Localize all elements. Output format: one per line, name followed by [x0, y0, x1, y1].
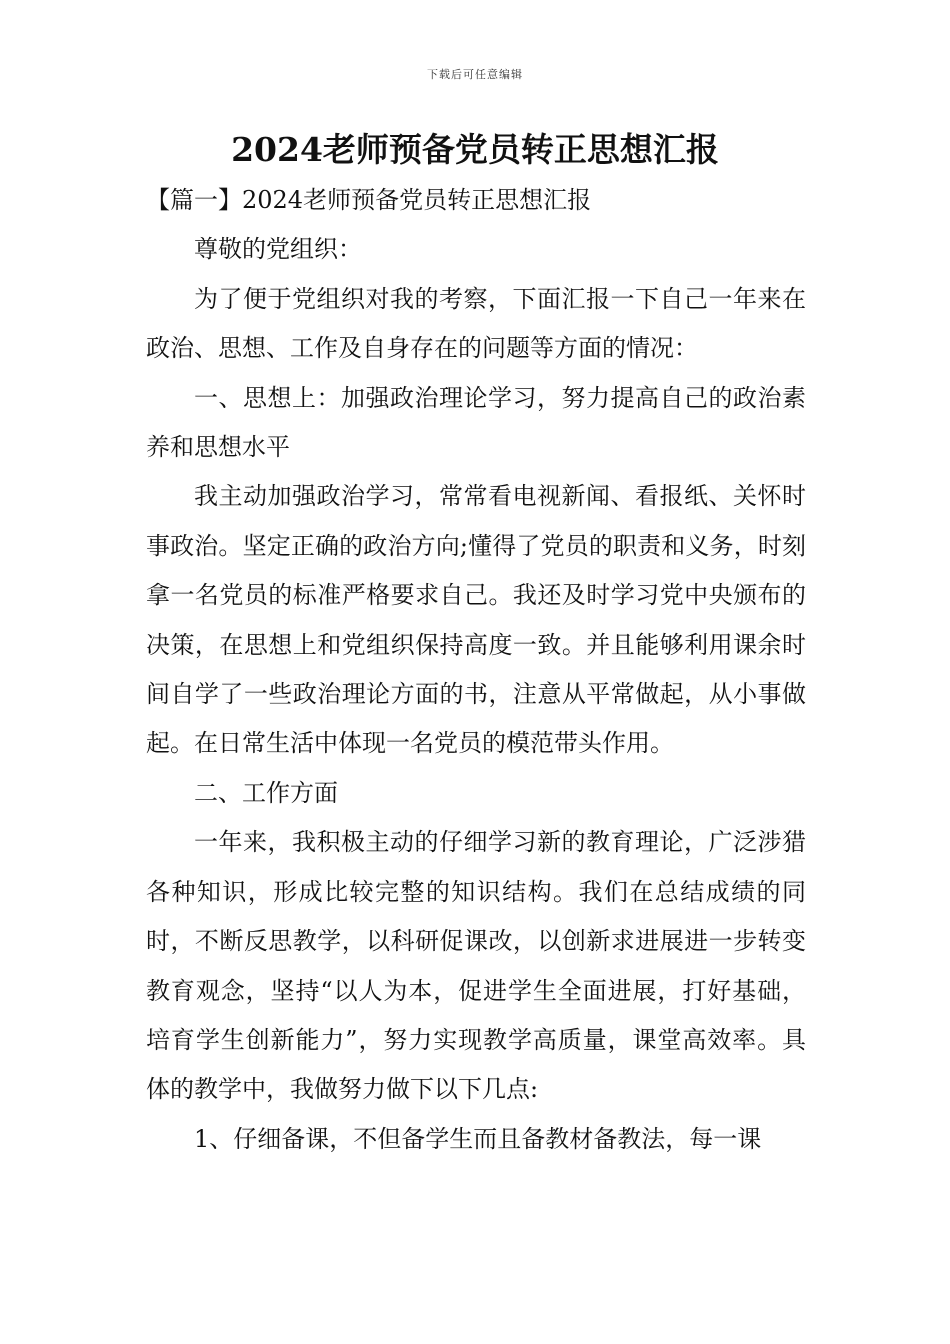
paragraph-heading-work: 二、工作方面 — [194, 778, 338, 807]
header-note: 下载后可任意编辑 — [427, 68, 523, 81]
paragraph-item-1: 1、仔细备课，不但备学生而且备教材备教法，每一课 — [194, 1124, 762, 1153]
paragraph-thought: 我主动加强政治学习，常常看电视新闻、看报纸、关怀时事政治。坚定正确的政治方向;懂得了党员的职责和义务，时刻拿一名党员的标准严格要求自己。我还及时学习党中央颁布的决策，在思想上和党组织保持高度一致。并且能够利用课余时间自学了一些政治理论方面的书，注意从平常做起，从小事做起。在日常生活中体现一名党员的模范带头作用。 — [146, 482, 806, 758]
paragraph-intro: 为了便于党组织对我的考察，下面汇报一下自己一年来在政治、思想、工作及自身存在的问题等方面的情况： — [146, 284, 806, 363]
salutation: 尊敬的党组织： — [194, 235, 362, 264]
paragraph-heading-thought: 一、思想上：加强政治理论学习，努力提高自己的政治素养和思想水平 — [146, 383, 806, 462]
paragraph-work: 一年来，我积极主动的仔细学习新的教育理论，广泛涉猎各种知识，形成比较完整的知识结构。我们在总结成绩的同时，不断反思教学，以科研促课改，以创新求进展进一步转变教育观念，坚持“以人为本，促进学生全面进展，打好基础，培育学生创新能力”，努力实现教学高质量，课堂高效率。具体的教学中，我做努力做下以下几点: — [146, 828, 806, 1104]
document-title: 2024老师预备党员转正思想汇报 — [231, 130, 719, 169]
document-body — [146, 176, 806, 1164]
section-heading: 【篇一】2024老师预备党员转正思想汇报 — [146, 186, 592, 214]
